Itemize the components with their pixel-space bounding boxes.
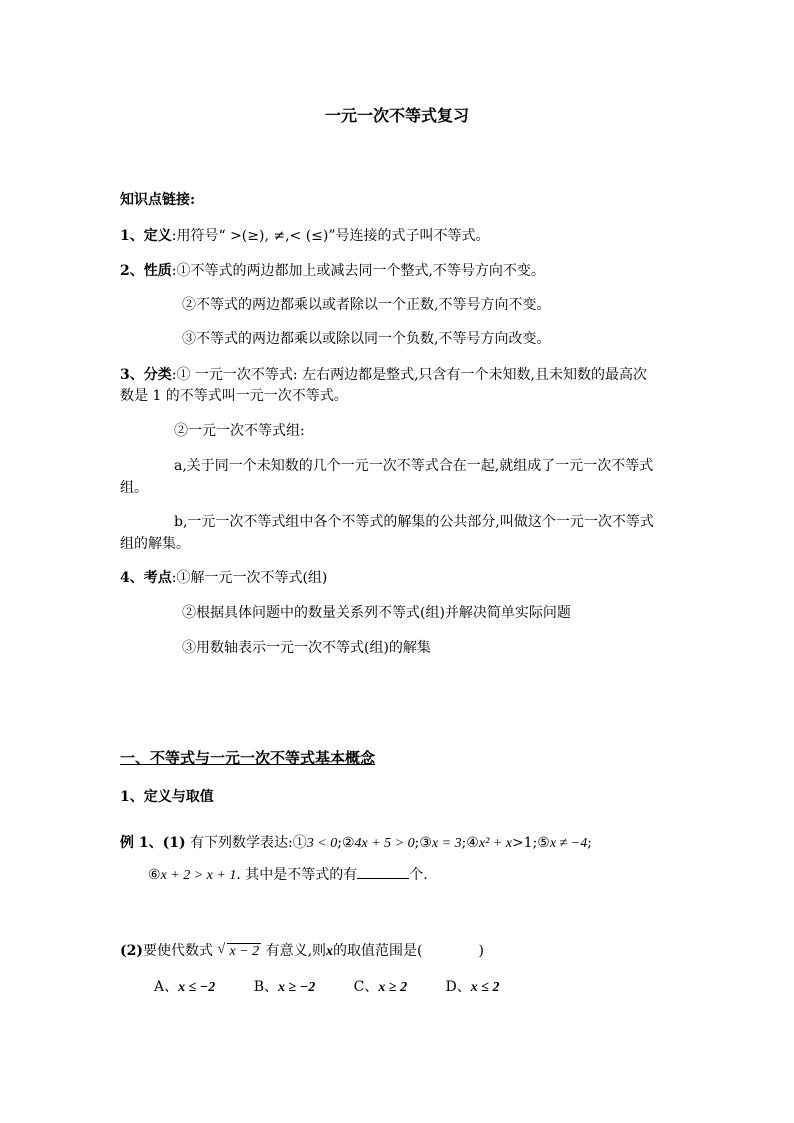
option-d-expr: x ≤ 2 — [470, 980, 500, 995]
exam-line-1 — [120, 568, 327, 588]
definition-text: :用符号“ >(≥), ≠,< (≤)”号连接的式子叫不等式。 — [171, 228, 490, 244]
option-a-expr: x ≤ −2 — [178, 980, 216, 995]
expr-6: x + 2 > x + 1 — [160, 868, 237, 883]
radical-icon: √ — [217, 942, 226, 957]
expr-3-marker: ;③ — [414, 835, 432, 851]
example-2-text-4: ) — [478, 943, 484, 959]
example-1-line-2 — [148, 865, 428, 886]
page-title: 一元一次不等式复习 — [324, 106, 469, 125]
example-2-options — [154, 977, 533, 998]
option-a[interactable] — [154, 977, 215, 998]
links-heading: 知识点链接: — [120, 192, 196, 208]
exam-label: 4、考点 — [120, 570, 172, 586]
expr-6-marker: ⑥ — [148, 867, 161, 883]
radicand: x − 2 — [229, 944, 260, 959]
classification-text-1: :① 一元一次不等式: 左右两边都是整式,只含有一个未知数,且未知数的最高次 — [171, 367, 647, 383]
section-heading-1: 一、不等式与一元一次不等式基本概念 — [120, 749, 376, 767]
expr-2-marker: ;② — [337, 835, 355, 851]
exam-item-3: ③用数轴表示一元一次不等式(组)的解集 — [182, 640, 431, 656]
property-item-1: :①不等式的两边都加上或减去同一个整式,不等号方向不变。 — [171, 263, 545, 279]
example-1-line-1 — [120, 833, 592, 854]
sqrt-expression — [217, 942, 261, 962]
example-2-line — [120, 941, 484, 962]
expr-1: 3 < 0 — [306, 836, 338, 851]
example-2-text-3: 的取值范围是( — [333, 943, 423, 959]
classification-sub: ②一元一次不等式组: — [174, 423, 305, 439]
expr-5: x ≠ −4 — [549, 836, 588, 851]
example-2-text-1: 要使代数式 — [143, 943, 213, 959]
option-b-expr: x ≥ −2 — [278, 980, 316, 995]
expr-4: x² + x — [478, 836, 512, 851]
classification-text-2: 数是 1 的不等式叫一元一次不等式。 — [120, 388, 348, 404]
option-a-letter: A、 — [154, 979, 179, 995]
classification-a-2: 组。 — [120, 480, 148, 496]
example-1-intro: 有下列数学表达: — [190, 835, 293, 851]
option-d[interactable] — [446, 977, 500, 998]
classification-label: 3、分类 — [120, 367, 172, 383]
option-c-expr: x ≥ 2 — [378, 980, 408, 995]
property-item-3: ③不等式的两边都乘以或除以同一个负数,不等号方向改变。 — [182, 331, 551, 347]
subsection-heading-1: 1、定义与取值 — [120, 789, 214, 805]
exam-item-1: :①解一元一次不等式(组) — [171, 570, 328, 586]
property-line-1 — [120, 261, 545, 281]
expr-5-end: ; — [587, 835, 592, 851]
property-label: 2、性质 — [120, 263, 172, 279]
classification-b-2: 组的解集。 — [120, 536, 190, 552]
classification-line-1 — [120, 365, 647, 385]
option-b-letter: B、 — [253, 979, 279, 995]
example-1-question: . 其中是不等式的有 — [236, 867, 358, 883]
property-item-2: ②不等式的两边都乘以或者除以一个正数,不等号方向不变。 — [182, 297, 551, 313]
definition-line — [120, 226, 490, 246]
example-2-text-2: 有意义,则 — [265, 943, 327, 959]
classification-b-1: b,一元一次不等式组中各个不等式的解集的公共部分,叫做这个一元一次不等式 — [174, 514, 654, 530]
answer-blank[interactable] — [357, 866, 409, 879]
example-1-label: 例 1、(1) — [120, 835, 186, 851]
expr-4-marker: ;④ — [461, 835, 479, 851]
expr-4-tail: >1;⑤ — [511, 835, 550, 851]
option-c-letter: C、 — [353, 979, 379, 995]
option-c[interactable] — [354, 977, 407, 998]
example-2-label: (2) — [120, 943, 143, 959]
exam-item-2: ②根据具体问题中的数量关系列不等式(组)并解决简单实际问题 — [182, 605, 571, 621]
example-1-unit: 个. — [409, 867, 428, 883]
definition-label: 1、定义 — [120, 228, 172, 244]
expr-3: x = 3 — [431, 836, 462, 851]
option-b[interactable] — [254, 977, 315, 998]
expr-2: 4x + 5 > 0 — [354, 836, 415, 851]
expr-1-marker: ① — [292, 835, 307, 851]
classification-a-1: a,关于同一个未知数的几个一元一次不等式合在一起,就组成了一元一次不等式 — [174, 458, 654, 474]
example-2-var: x — [326, 944, 334, 959]
option-d-letter: D、 — [445, 979, 471, 995]
